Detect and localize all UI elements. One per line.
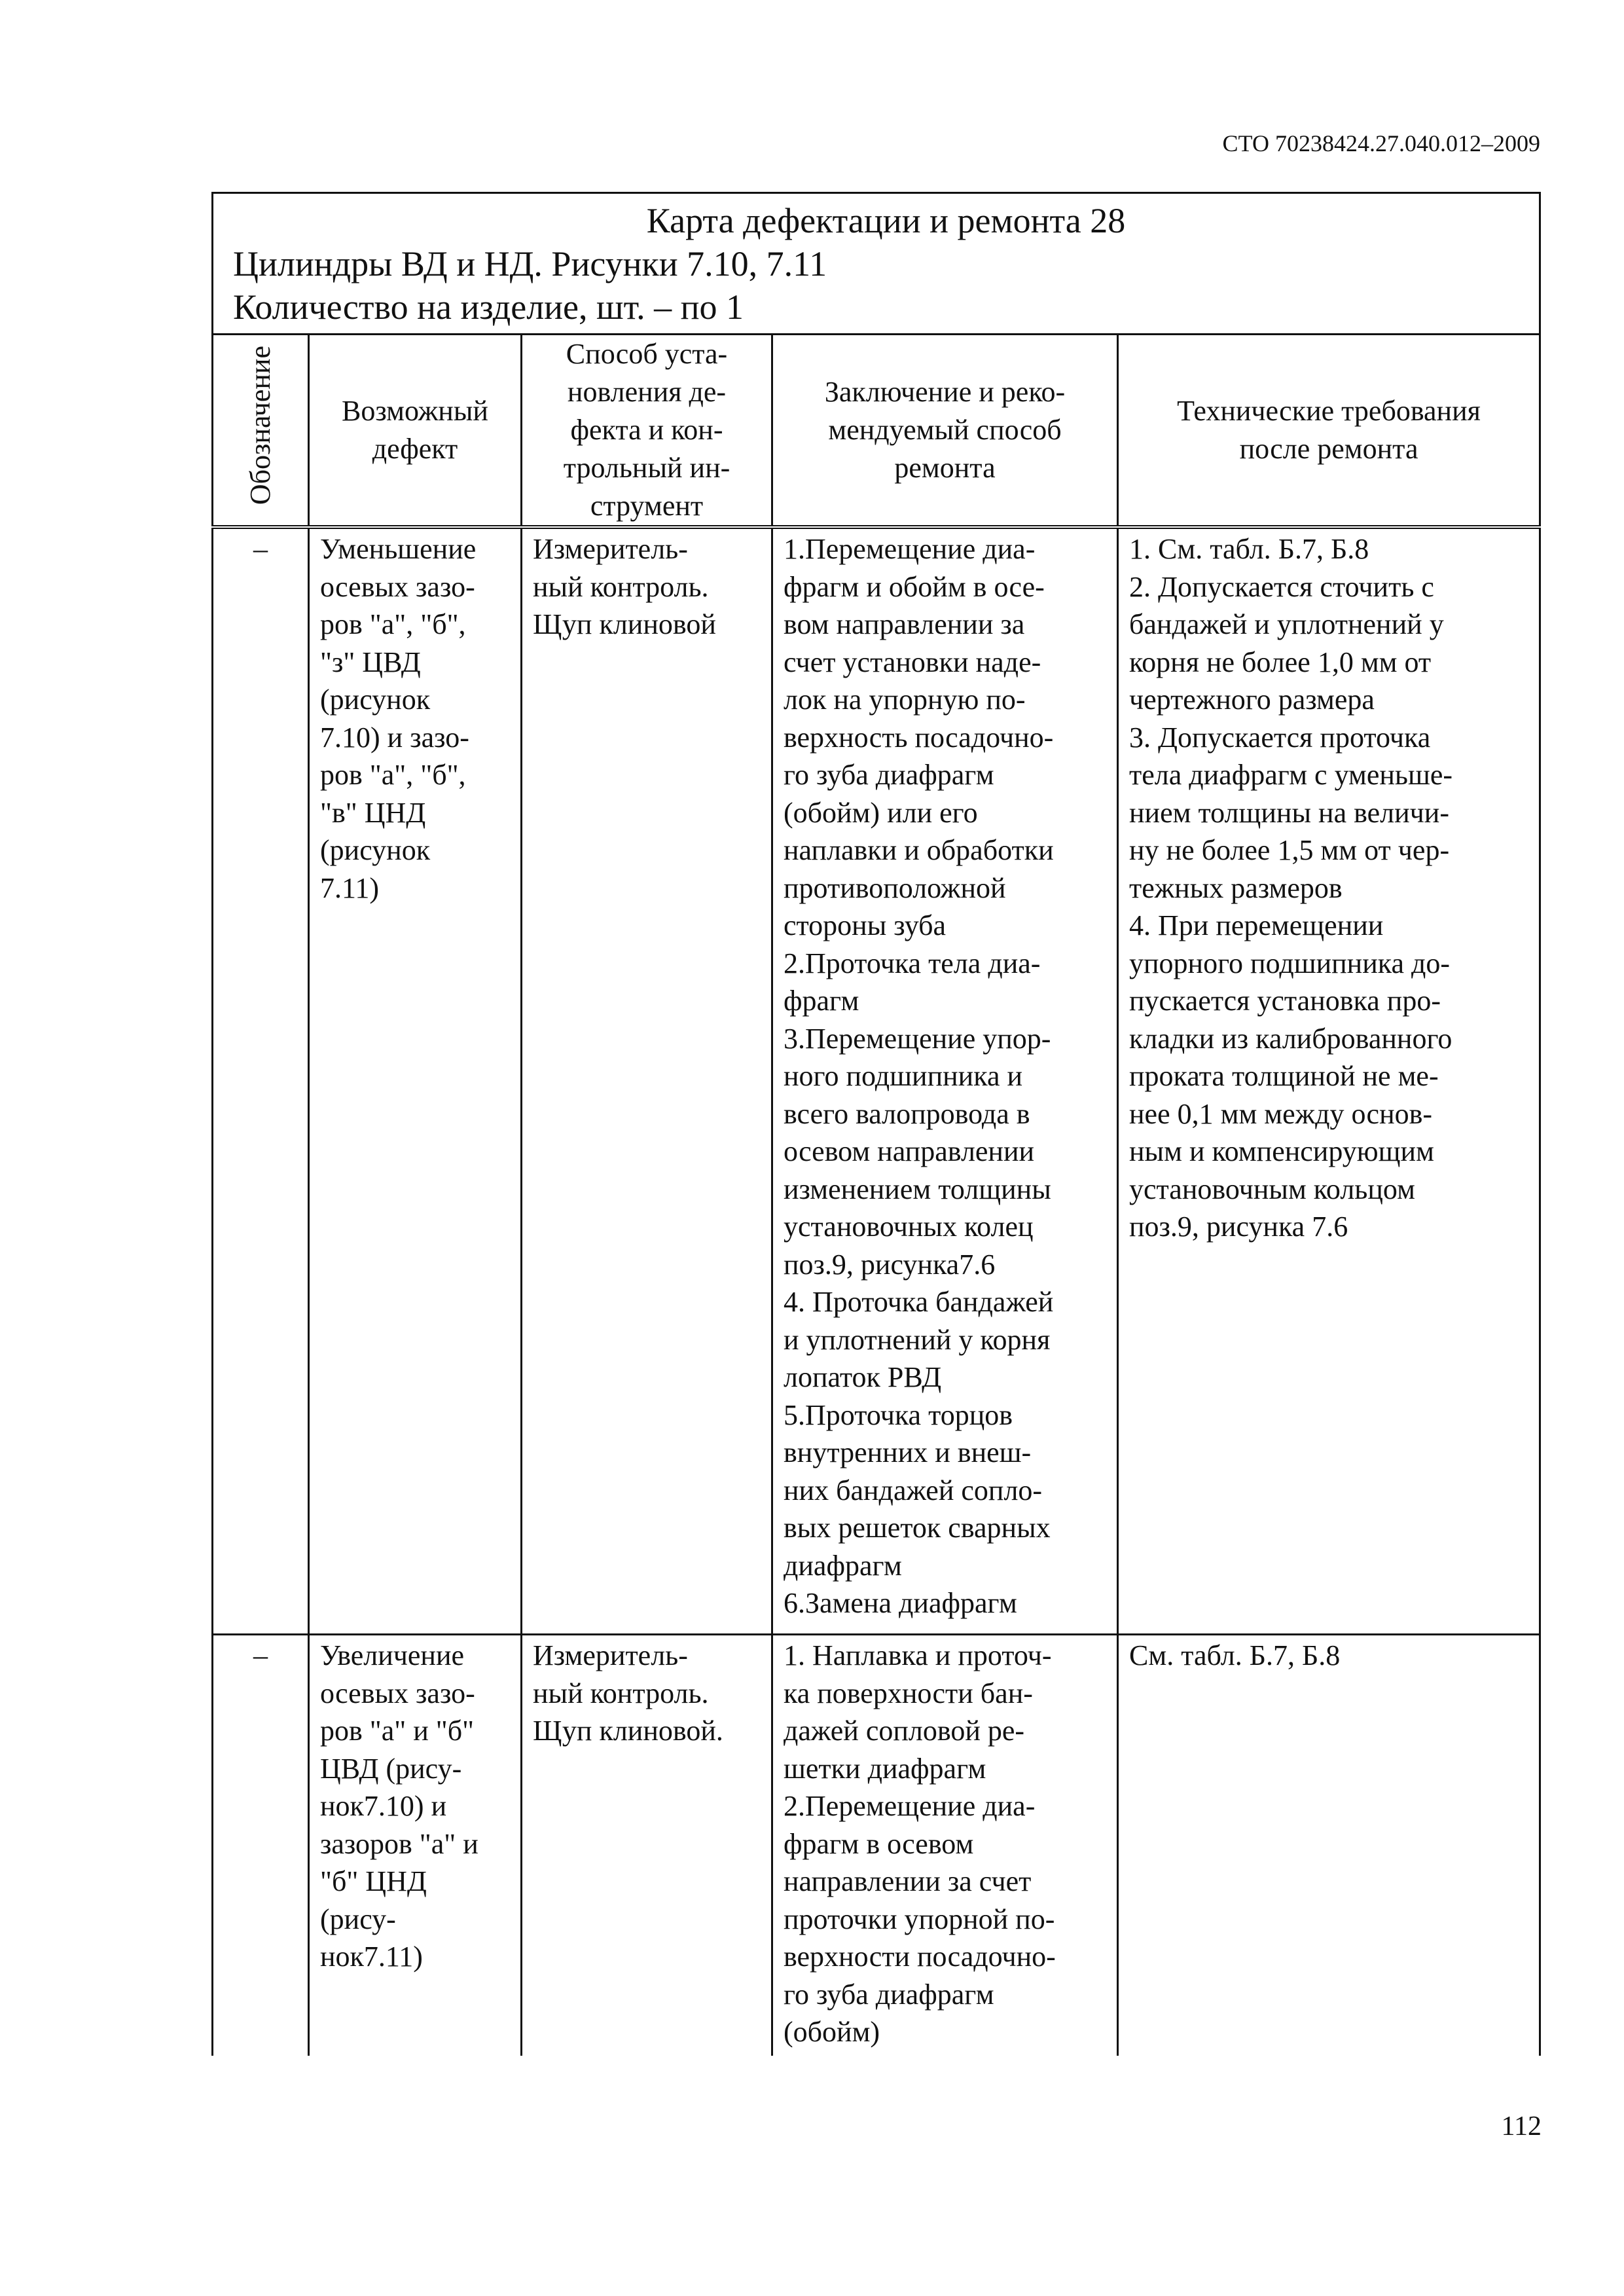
column-header-method: Способ уста- новления де- фекта и кон- трольный ин- струмент [522, 335, 772, 528]
cell-method: Измеритель- ный контроль. Щуп клиновой [522, 527, 772, 1635]
column-header-designation: Обозначение [213, 335, 309, 528]
card-quantity: Количество на изделие, шт. – по 1 [233, 287, 744, 327]
cell-designation: – [213, 1635, 309, 2056]
card-subject: Цилиндры ВД и НД. Рисунки 7.10, 7.11 [233, 244, 827, 283]
card-title-block [213, 193, 1540, 335]
table-row [213, 1635, 1540, 2056]
cell-conclusion: 1.Перемещение диа- фрагм и обойм в осе- вом направлении за счет установки наде- лок на упорную по- верхность посадочно- го зуба диафрагм (обойм) или его наплавки и обработки противоположной стороны зуба 2.Проточка тела диа- фрагм 3.Перемещение упор- ного подшипника и всего валопровода в осевом направлении изменением толщины установочных колец поз.9, рисунка7.6 4. Проточка бандажей и уплотнений у корня лопаток РВД 5.Проточка торцов внутренних и внеш- них бандажей сопло- вых решеток сварных диафрагм 6.Замена диафрагм [772, 527, 1118, 1635]
page-number: 112 [1501, 2111, 1542, 2141]
table-row [213, 527, 1540, 1635]
column-header-defect: Возможный дефект [309, 335, 522, 528]
cell-designation: – [213, 527, 309, 1635]
cell-conclusion: 1. Наплавка и проточ- ка поверхности бан- дажей сопловой ре- шетки диафрагм 2.Перемещение диа- фрагм в осевом направлении за счет проточки упорной по- верхности посадочно- го зуба диафрагм (обойм) [772, 1635, 1118, 2056]
column-header-conclusion: Заключение и реко- мендуемый способ ремонта [772, 335, 1118, 528]
column-header-row [213, 335, 1540, 528]
document-code: СТО 70238424.27.040.012–2009 [1222, 130, 1540, 156]
cell-method: Измеритель- ный контроль. Щуп клиновой. [522, 1635, 772, 2056]
cell-defect: Уменьшение осевых зазо- ров "а", "б", "з" ЦВД (рисунок 7.10) и зазо- ров "а", "б", "в" ЦНД (рисунок 7.11) [309, 527, 522, 1635]
cell-defect: Увеличение осевых зазо- ров "а" и "б" ЦВД (рису- нок7.10) и зазоров "а" и "б" ЦНД (рису- нок7.11) [309, 1635, 522, 2056]
cell-requirements: 1. См. табл. Б.7, Б.8 2. Допускается сточить с бандажей и уплотнений у корня не более 1,0 мм от чертежного размера 3. Допускается проточка тела диафрагм с уменьше- нием толщины на величи- ну не более 1,5 мм от чер- тежных размеров 4. При перемещении упорного подшипника до- пускается установка про- кладки из калиброванного проката толщиной не ме- нее 0,1 мм между основ- ным и компенсирующим установочным кольцом поз.9, рисунка 7.6 [1118, 527, 1540, 1635]
card-title: Карта дефектации и ремонта 28 [646, 201, 1126, 240]
defect-repair-card-table [211, 192, 1541, 2056]
column-header-requirements: Технические требования после ремонта [1118, 335, 1540, 528]
cell-requirements: См. табл. Б.7, Б.8 [1118, 1635, 1540, 2056]
